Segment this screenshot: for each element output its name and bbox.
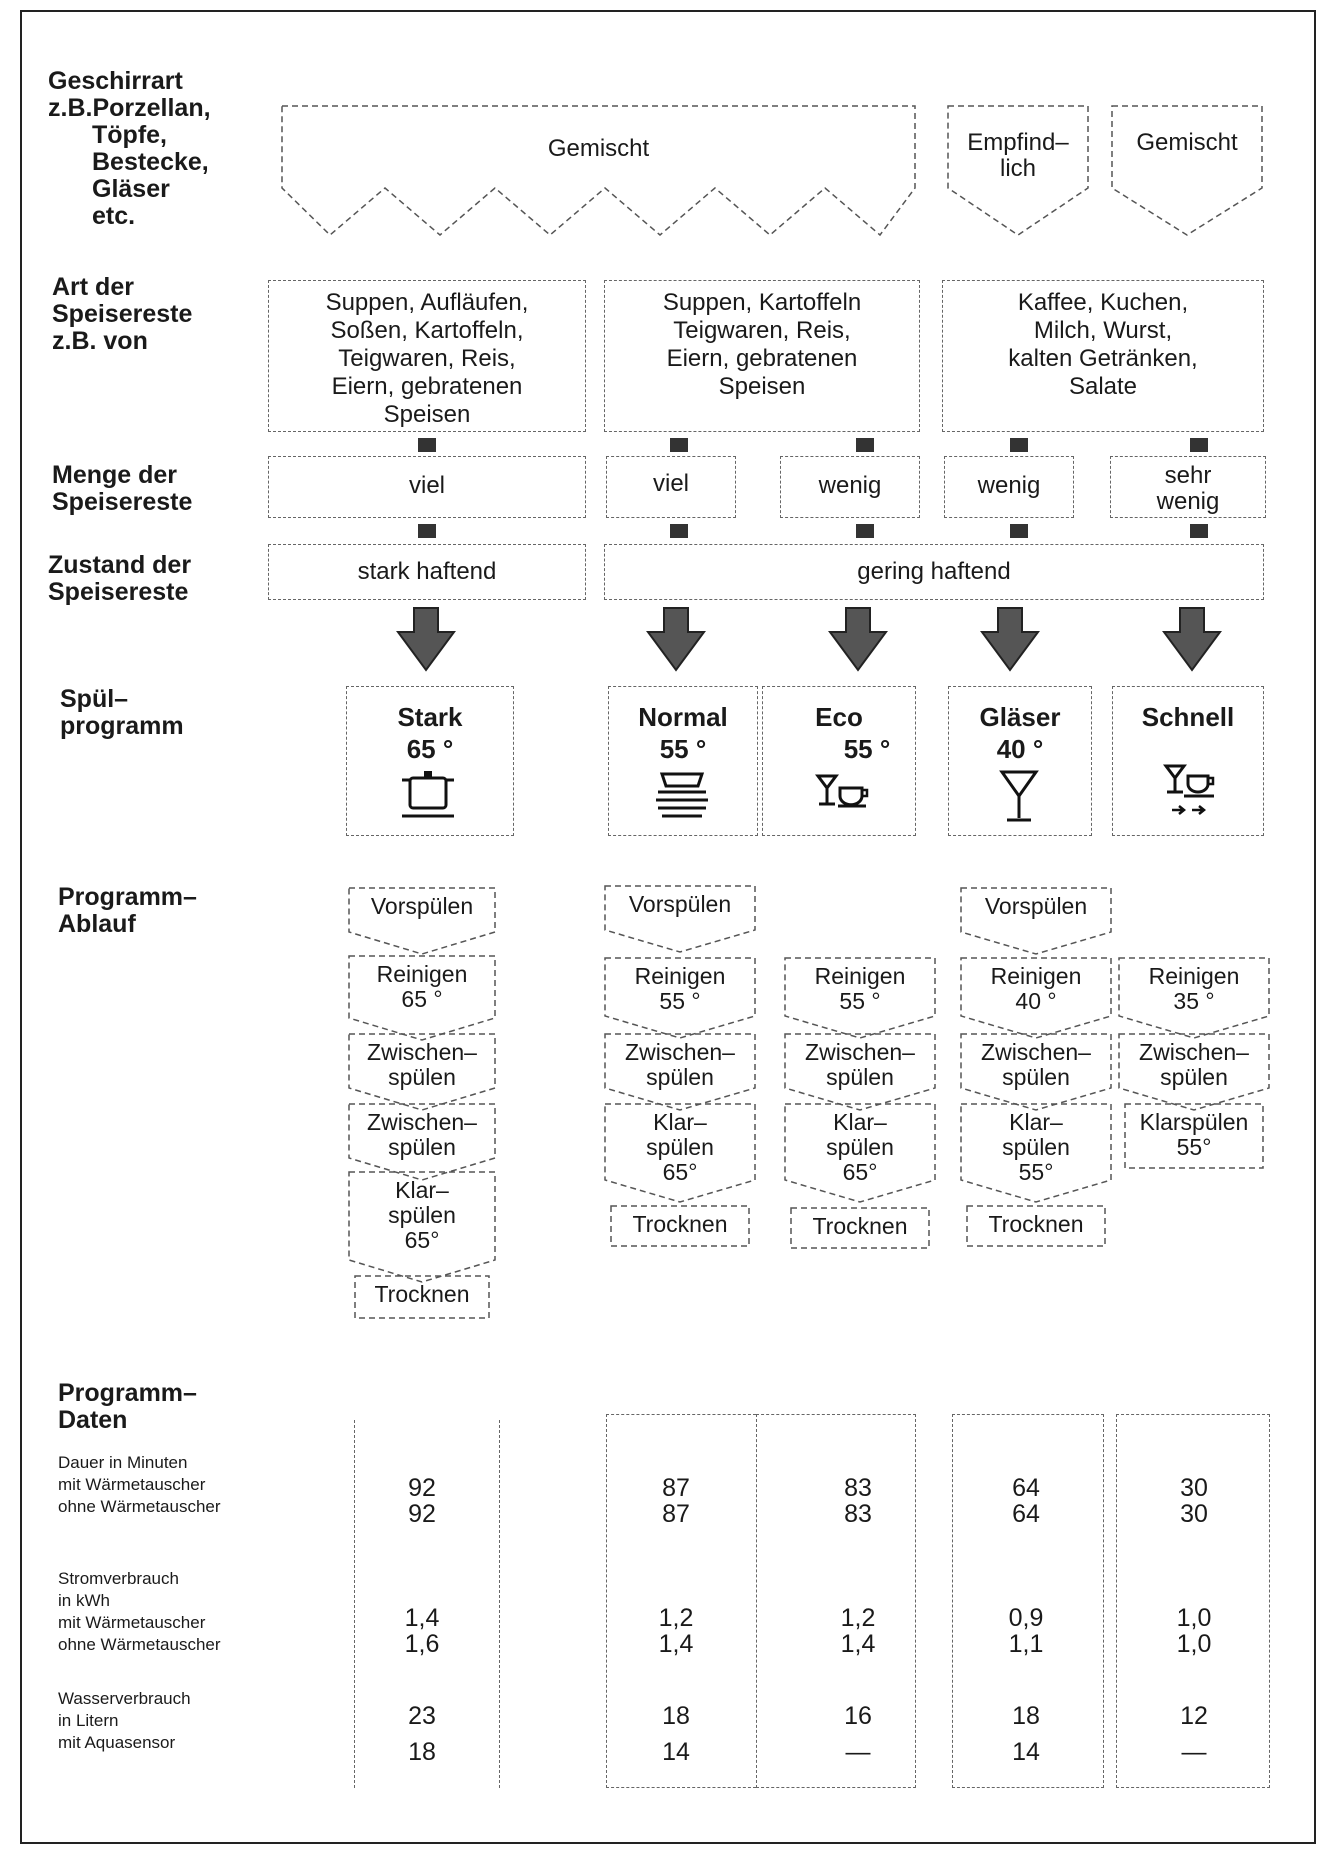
speisereste-box-3: Kaffee, Kuchen, Milch, Wurst, kalten Getränken, Salate [942, 280, 1264, 432]
menge-box-4: wenig [944, 456, 1074, 518]
ablauf-step-text: Zwischen– [805, 1039, 915, 1065]
ablauf-step-glaeser [961, 1110, 1111, 1185]
daten-col-schnell [1116, 1414, 1270, 1788]
geschirr-gemischt-2: Gemischt [1136, 129, 1238, 156]
ablauf-step-text: 40 ° [1015, 988, 1057, 1014]
ablauf-step-stark [349, 1110, 495, 1160]
daten-value-dauer-ohne: 83 [844, 1500, 872, 1528]
daten-value-dauer-ohne: 30 [1180, 1500, 1208, 1528]
ablauf-step-text: 55 ° [839, 988, 881, 1014]
daten-label-dauer: Dauer in Minuten mit Wärmetauscher ohne Wärmetauscher [58, 1453, 221, 1516]
down-arrow [830, 608, 886, 670]
daten-value-aquasensor: 18 [408, 1738, 436, 1766]
connector-square [856, 438, 874, 452]
ablauf-step-text: Klar– [1009, 1109, 1063, 1135]
menge-box-1: viel [268, 456, 586, 518]
ablauf-step-text: spülen [388, 1134, 456, 1160]
program-glaeser-name: Gläser [979, 702, 1061, 732]
label-zustand: Zustand der Speisereste [48, 551, 192, 606]
ablauf-shapes [0, 880, 1334, 1320]
ablauf-step-text: Trocknen [812, 1213, 908, 1239]
geschirr-empfindlich: Empfind– lich [967, 129, 1069, 182]
program-eco-name: Eco [815, 702, 863, 732]
label-menge: Menge der Speisereste [52, 461, 193, 516]
daten-value-strom-ohne: 1,6 [404, 1630, 440, 1658]
ablauf-step-text: Klar– [833, 1109, 887, 1135]
daten-value-wasser: 12 [1180, 1702, 1208, 1730]
daten-value-strom-mit: 1,2 [658, 1604, 694, 1632]
ablauf-step-text: Reinigen [376, 961, 468, 987]
daten-value-strom-mit: 1,4 [404, 1604, 440, 1632]
wineglass-icon [994, 768, 1044, 828]
ablauf-step-text: spülen [826, 1134, 894, 1160]
ablauf-step-eco [785, 1110, 935, 1185]
daten-value-strom-ohne: 1,4 [840, 1630, 876, 1658]
speisereste-box-1: Suppen, Aufläufen, Soßen, Kartoffeln, Teigwaren, Reis, Eiern, gebratenen Speisen [268, 280, 586, 432]
ablauf-step-text: Vorspülen [370, 893, 474, 919]
daten-value-dauer-ohne: 64 [1012, 1500, 1040, 1528]
ablauf-step-stark [349, 894, 495, 919]
ablauf-step-schnell [1119, 1040, 1269, 1090]
program-schnell-name: Schnell [1141, 702, 1235, 732]
connector-square [1190, 438, 1208, 452]
geschirr-gemischt-1: Gemischt [547, 135, 650, 162]
ablauf-step-text: 55° [1176, 1134, 1212, 1160]
down-arrow [648, 608, 704, 670]
daten-value-strom-ohne: 1,1 [1008, 1630, 1044, 1658]
ablauf-step-text: spülen [646, 1064, 714, 1090]
program-normal-name: Normal [638, 702, 728, 732]
label-art-speisereste: Art der Speisereste z.B. von [52, 273, 193, 355]
daten-value-aquasensor: 14 [1012, 1738, 1040, 1766]
ablauf-step-text: spülen [826, 1064, 894, 1090]
ablauf-step-normal [605, 1110, 755, 1185]
daten-value-strom-ohne: 1,4 [658, 1630, 694, 1658]
ablauf-step-text: Zwischen– [625, 1039, 735, 1065]
daten-value-dauer-mit: 30 [1180, 1474, 1208, 1502]
ablauf-step-text: 65° [404, 1227, 440, 1253]
daten-col-eco [756, 1414, 916, 1788]
menge-box-2: viel [606, 456, 736, 518]
ablauf-step-stark [349, 1282, 495, 1307]
daten-label-wasser: Wasserverbrauch in Litern mit Aquasensor [58, 1689, 191, 1752]
ablauf-step-text: Reinigen [990, 963, 1082, 989]
ablauf-step-text: 65° [662, 1159, 698, 1185]
connector-square [1010, 524, 1028, 538]
daten-value-dauer-ohne: 92 [408, 1500, 436, 1528]
connector-square [1010, 438, 1028, 452]
label-spuelprogramm: Spül– programm [60, 685, 184, 740]
ablauf-step-text: spülen [646, 1134, 714, 1160]
connector-square [418, 438, 436, 452]
daten-value-aquasensor: — [1181, 1738, 1207, 1766]
zustand-box-2: gering haftend [604, 544, 1264, 600]
daten-value-strom-ohne: 1,0 [1176, 1630, 1212, 1658]
daten-value-wasser: 16 [844, 1702, 872, 1730]
connector-square [670, 524, 688, 538]
ablauf-step-text: spülen [388, 1202, 456, 1228]
ablauf-step-stark [349, 1040, 495, 1090]
menge-box-5: sehr wenig [1110, 456, 1266, 518]
ablauf-step-schnell [1119, 1110, 1269, 1160]
zustand-box-1: stark haftend [268, 544, 586, 600]
connector-square [1190, 524, 1208, 538]
daten-value-strom-mit: 0,9 [1008, 1604, 1044, 1632]
ablauf-step-text: spülen [1002, 1064, 1070, 1090]
ablauf-step-glaeser [961, 894, 1111, 919]
flow-arrows [0, 600, 1334, 680]
ablauf-step-glaeser [961, 1040, 1111, 1090]
ablauf-step-normal [605, 892, 755, 917]
ablauf-step-text: Zwischen– [367, 1039, 477, 1065]
pot-icon [398, 768, 458, 822]
connector-square [418, 524, 436, 538]
down-arrow [982, 608, 1038, 670]
program-glaeser-temp: 40 ° [996, 734, 1044, 764]
ablauf-step-normal [605, 1040, 755, 1090]
daten-value-wasser: 18 [1012, 1702, 1040, 1730]
ablauf-step-text: Zwischen– [1139, 1039, 1249, 1065]
daten-value-aquasensor: — [845, 1738, 871, 1766]
connector-square [670, 438, 688, 452]
ablauf-step-eco [785, 1214, 935, 1239]
ablauf-step-stark [349, 962, 495, 1012]
ablauf-step-stark [349, 1178, 495, 1253]
down-arrow [1164, 608, 1220, 670]
ablauf-step-text: 65° [842, 1159, 878, 1185]
plates-icon [652, 770, 712, 824]
label-programmdaten: Programm– Daten [58, 1379, 197, 1434]
daten-value-strom-mit: 1,2 [840, 1604, 876, 1632]
daten-value-wasser: 18 [662, 1702, 690, 1730]
ablauf-step-text: Vorspülen [628, 891, 732, 917]
ablauf-step-text: spülen [1160, 1064, 1228, 1090]
daten-col-normal [606, 1414, 756, 1788]
daten-col-glaeser [952, 1414, 1104, 1788]
daten-value-dauer-mit: 87 [662, 1474, 690, 1502]
daten-value-dauer-mit: 83 [844, 1474, 872, 1502]
speisereste-box-2: Suppen, Kartoffeln Teigwaren, Reis, Eiern, gebratenen Speisen [604, 280, 920, 432]
ablauf-step-eco [785, 964, 935, 1014]
ablauf-step-text: Trocknen [632, 1211, 728, 1237]
ablauf-step-text: Vorspülen [984, 893, 1088, 919]
daten-value-dauer-ohne: 87 [662, 1500, 690, 1528]
daten-value-strom-mit: 1,0 [1176, 1604, 1212, 1632]
ablauf-step-glaeser [961, 964, 1111, 1014]
ablauf-step-text: 55 ° [659, 988, 701, 1014]
ablauf-step-text: Zwischen– [367, 1109, 477, 1135]
daten-value-aquasensor: 14 [662, 1738, 690, 1766]
ablauf-step-text: Zwischen– [981, 1039, 1091, 1065]
ablauf-step-text: Reinigen [634, 963, 726, 989]
ablauf-step-eco [785, 1040, 935, 1090]
down-arrow [398, 608, 454, 670]
ablauf-step-text: Klarspülen [1139, 1109, 1249, 1135]
ablauf-step-text: Reinigen [814, 963, 906, 989]
glass-cup-fast-icon [1162, 762, 1222, 826]
ablauf-step-text: 55° [1018, 1159, 1054, 1185]
ablauf-step-normal [605, 964, 755, 1014]
ablauf-step-text: 35 ° [1173, 988, 1215, 1014]
ablauf-step-glaeser [961, 1212, 1111, 1237]
connector-square [856, 524, 874, 538]
ablauf-step-schnell [1119, 964, 1269, 1014]
ablauf-step-text: Klar– [653, 1109, 707, 1135]
glass-cup-icon [814, 770, 874, 824]
daten-value-dauer-mit: 92 [408, 1474, 436, 1502]
menge-box-3: wenig [780, 456, 920, 518]
label-geschirrart: Geschirrart z.B.Porzellan, Töpfe, Bestecke, Gläser etc. [48, 67, 211, 230]
ablauf-step-normal [605, 1212, 755, 1237]
daten-value-dauer-mit: 64 [1012, 1474, 1040, 1502]
program-normal-temp: 55 ° [659, 734, 707, 764]
program-stark-name: Stark [397, 702, 463, 732]
daten-label-strom: Stromverbrauch in kWh mit Wärmetauscher ohne Wärmetauscher [58, 1569, 221, 1654]
ablauf-step-text: spülen [388, 1064, 456, 1090]
ablauf-step-text: Trocknen [374, 1281, 470, 1307]
label-programmablauf: Programm– Ablauf [58, 883, 197, 938]
daten-value-wasser: 23 [408, 1702, 436, 1730]
program-eco-temp: 55 ° [843, 734, 891, 764]
ablauf-step-text: spülen [1002, 1134, 1070, 1160]
ablauf-step-text: 65 ° [401, 986, 443, 1012]
ablauf-step-text: Trocknen [988, 1211, 1084, 1237]
ablauf-step-text: Klar– [395, 1177, 449, 1203]
program-stark-temp: 65 ° [406, 734, 454, 764]
ablauf-step-text: Reinigen [1148, 963, 1240, 989]
